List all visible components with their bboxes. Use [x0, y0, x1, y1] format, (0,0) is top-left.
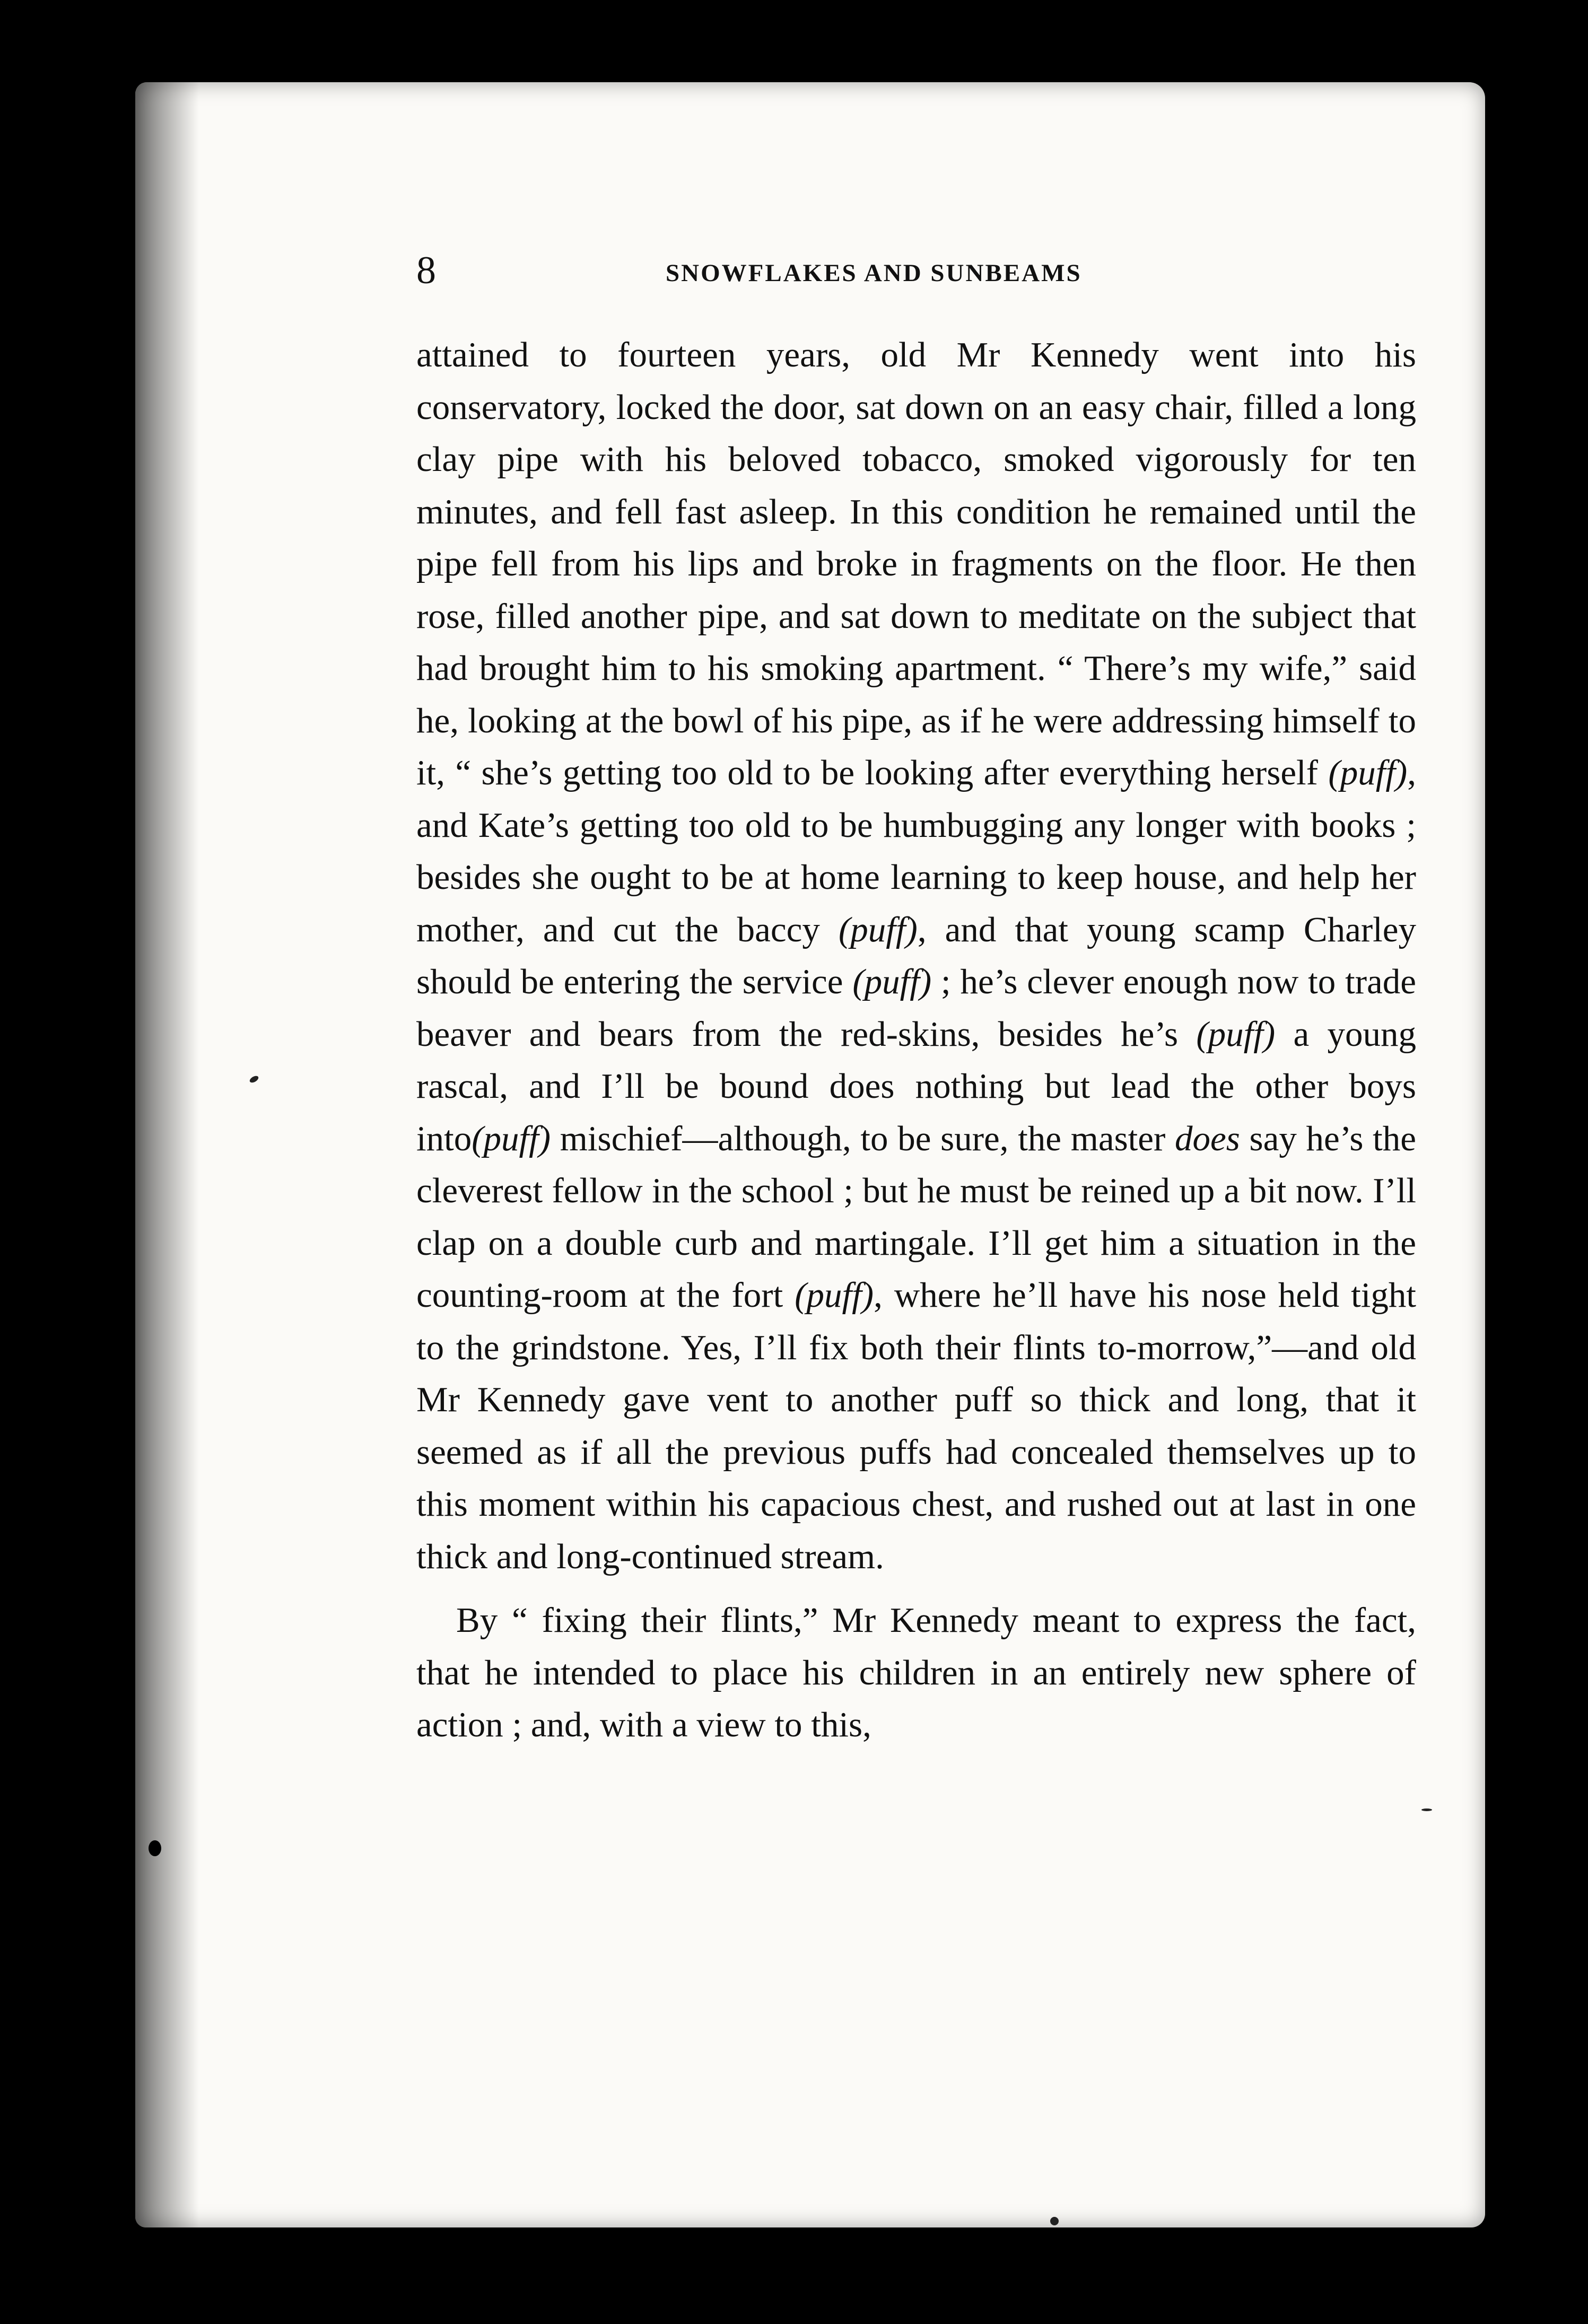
text-segment: ; he’s clever enough now to trade beaver and bears from the red-skins, besides he’s — [416, 962, 1416, 1054]
running-head: SNOWFLAKES AND SUNBEAMS — [666, 259, 1082, 287]
text-segment: say he’s the cleverest fellow in the school ; but he must be reined up a bit now. I’ll clap on a double curb and martingale. I’ll get him a situation in the counting-room at the fort — [416, 1119, 1417, 1315]
text-segment-italic: (puff) — [1196, 1014, 1276, 1054]
text-segment-italic: (puff) — [1328, 753, 1408, 792]
page-number: 8 — [416, 249, 436, 292]
scan-speck — [1421, 1808, 1432, 1811]
body-text — [416, 329, 1416, 1751]
text-segment-italic: (puff) — [852, 962, 932, 1001]
scan-speck — [1050, 2217, 1059, 2225]
text-segment: a young rascal, and I’ll be bound does nothing but lead the other boys into — [416, 1014, 1416, 1158]
text-segment-italic: (puff) — [795, 1275, 874, 1315]
text-segment-italic: does — [1175, 1119, 1240, 1158]
text-segment-italic: (puff) — [472, 1119, 551, 1158]
text-segment: By “ fixing their flints,” Mr Kennedy meant to express the fact, that he intended to place his children in an entirely new sphere of action ; and, with a view to this, — [416, 1601, 1416, 1744]
scan-speck — [149, 1840, 161, 1856]
text-segment: , and Kate’s getting too old to be humbugging any longer with books ; besides she ought to be at home learning to keep house, and help her mother, and cut the baccy — [416, 753, 1416, 949]
text-segment: attained to fourteen years, old Mr Kennedy went into his conservatory, locked the door, sat down on an easy chair, filled a long clay pipe with his beloved tobacco, smoked vigorously for ten minutes, and fell fast asleep. In this condition he remained until the pipe fell from his lips and broke in fragments on the floor. He then rose, filled another pipe, and sat down to meditate on the subject that had brought him to his smoking apartment. “ There’s my wife,” said he, looking at the bowl of his pipe, as if he were addressing himself to it, “ she’s getting too old to be looking after everything herself — [416, 335, 1416, 792]
text-segment-italic: (puff) — [838, 910, 918, 949]
paragraph-1 — [416, 329, 1416, 1583]
page-header — [416, 244, 1424, 297]
paragraph-2 — [416, 1594, 1416, 1751]
text-segment: , where he’ll have his nose held tight to the grindstone. Yes, I’ll fix both their flints to-morrow,”—and old Mr Kennedy gave vent to another puff so thick and long, that it seemed as if all the previous puffs had concealed themselves up to this moment within his capacious chest, and rushed out at last in one thick and long-continued stream. — [416, 1275, 1417, 1576]
page-gutter-shadow — [135, 82, 199, 2227]
text-segment: mischief—although, to be sure, the master — [551, 1119, 1175, 1158]
text-segment: , and that young scamp Charley should be entering the service — [416, 910, 1416, 1001]
